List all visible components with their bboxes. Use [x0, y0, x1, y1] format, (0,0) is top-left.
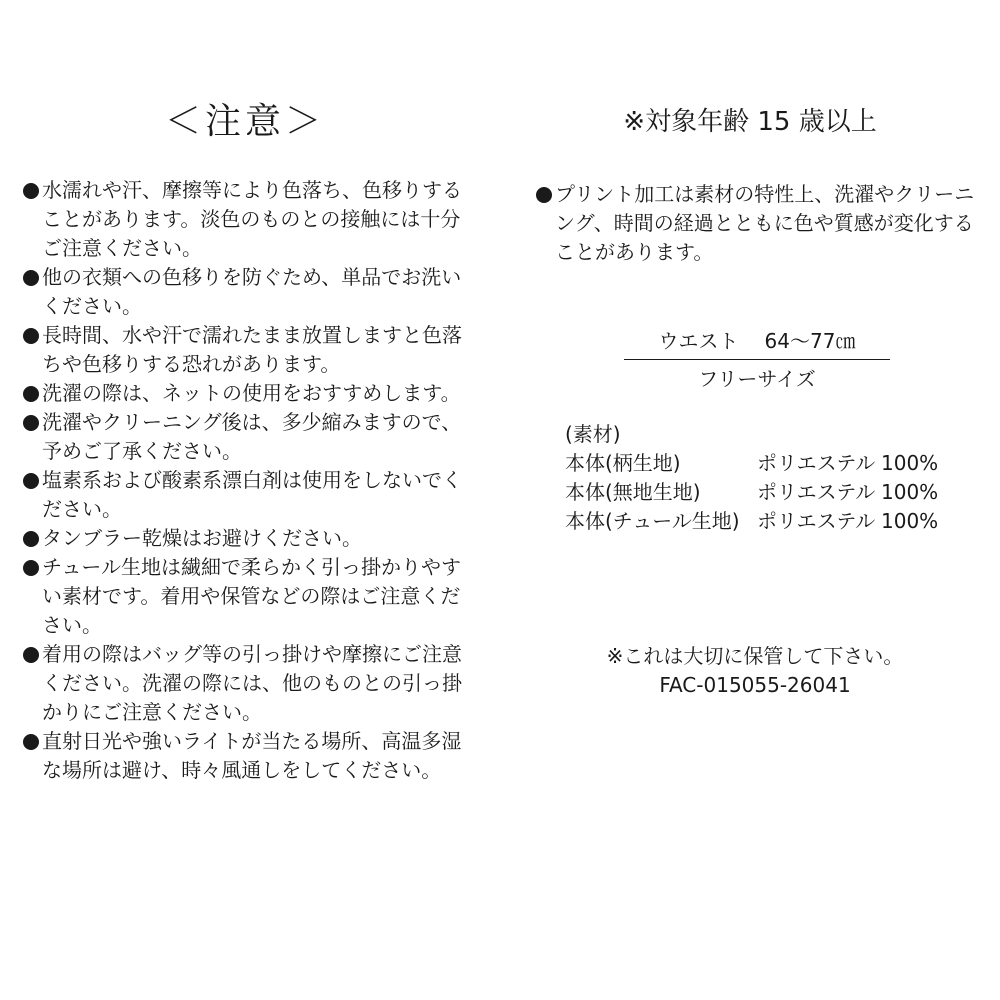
material-fiber: ポリエステル — [757, 480, 876, 504]
material-percent: 100% — [881, 509, 939, 533]
bullet-icon — [20, 524, 42, 553]
material-part: 本体(チュール生地) — [565, 509, 740, 533]
caution-list — [20, 176, 468, 785]
caution-text: タンブラー乾燥はお避けください。 — [42, 526, 362, 550]
material-row — [565, 449, 985, 478]
bullet-icon — [20, 640, 42, 669]
material-part: 本体(柄生地) — [565, 451, 681, 475]
material-row — [565, 507, 985, 536]
caution-item — [20, 727, 468, 785]
caution-text: 直射日光や強いライトが当たる場所、高温多湿な場所は避け、時々風通しをしてください。 — [42, 729, 462, 782]
caution-text: 塩素系および酸素系漂白剤は使用をしないでください。 — [42, 468, 462, 521]
bullet-icon — [20, 466, 42, 495]
caution-item — [20, 524, 468, 553]
bullet-icon — [20, 408, 42, 437]
caution-item — [20, 466, 468, 524]
bullet-icon — [20, 553, 42, 582]
caution-text: 水濡れや汗、摩擦等により色落ち、色移りすることがあります。淡色のものとの接触には十分ご注意ください。 — [42, 178, 462, 260]
caution-text: 着用の際はバッグ等の引っ掛けや摩擦にご注意ください。洗濯の際には、他のものとの引っ掛かりにご注意ください。 — [42, 642, 462, 724]
material-part: 本体(無地生地) — [565, 480, 701, 504]
bullet-icon — [20, 321, 42, 350]
keep-note: ※これは大切に保管して下さい。 — [606, 644, 904, 668]
print-note-item — [533, 180, 981, 267]
age-note: ※対象年齢 15 歳以上 — [623, 107, 877, 137]
waist-label: ウエスト — [658, 329, 739, 353]
caution-item — [20, 321, 468, 379]
caution-text: チュール生地は繊細で柔らかく引っ掛かりやすい素材です。着用や保管などの際はご注意ください。 — [42, 555, 461, 637]
bullet-icon — [20, 727, 42, 756]
waist-value: 64〜77㎝ — [764, 329, 856, 353]
caution-text: 洗濯やクリーニング後は、多少縮みますので、予めご了承ください。 — [42, 410, 462, 463]
material-percent: 100% — [881, 480, 939, 504]
material-percent: 100% — [881, 451, 939, 475]
free-size: フリーサイズ — [698, 367, 816, 391]
caution-item — [20, 379, 468, 408]
material-row — [565, 478, 985, 507]
caution-item — [20, 553, 468, 640]
caution-text: 他の衣類への色移りを防ぐため、単品でお洗いください。 — [42, 265, 462, 318]
size-table — [624, 324, 890, 396]
material-section — [565, 420, 985, 536]
product-code: FAC-015055-26041 — [659, 673, 851, 697]
print-note-text: プリント加工は素材の特性上、洗濯やクリーニング、時間の経過とともに色や質感が変化することがあります。 — [555, 182, 975, 264]
material-heading: (素材) — [565, 422, 621, 446]
caution-item — [20, 408, 468, 466]
bullet-icon — [20, 263, 42, 292]
caution-text: 長時間、水や汗で濡れたまま放置しますと色落ちや色移りする恐れがあります。 — [42, 323, 462, 376]
caution-item — [20, 263, 468, 321]
material-fiber: ポリエステル — [757, 451, 876, 475]
waist-row — [624, 324, 890, 360]
caution-text: 洗濯の際は、ネットの使用をおすすめします。 — [42, 381, 461, 405]
caution-item — [20, 640, 468, 727]
bullet-icon — [533, 180, 555, 209]
bullet-icon — [20, 379, 42, 408]
caution-item — [20, 176, 468, 263]
print-note-list — [533, 180, 981, 267]
bullet-icon — [20, 176, 42, 205]
caution-title: ＜注意＞ — [164, 101, 325, 142]
material-fiber: ポリエステル — [757, 509, 876, 533]
